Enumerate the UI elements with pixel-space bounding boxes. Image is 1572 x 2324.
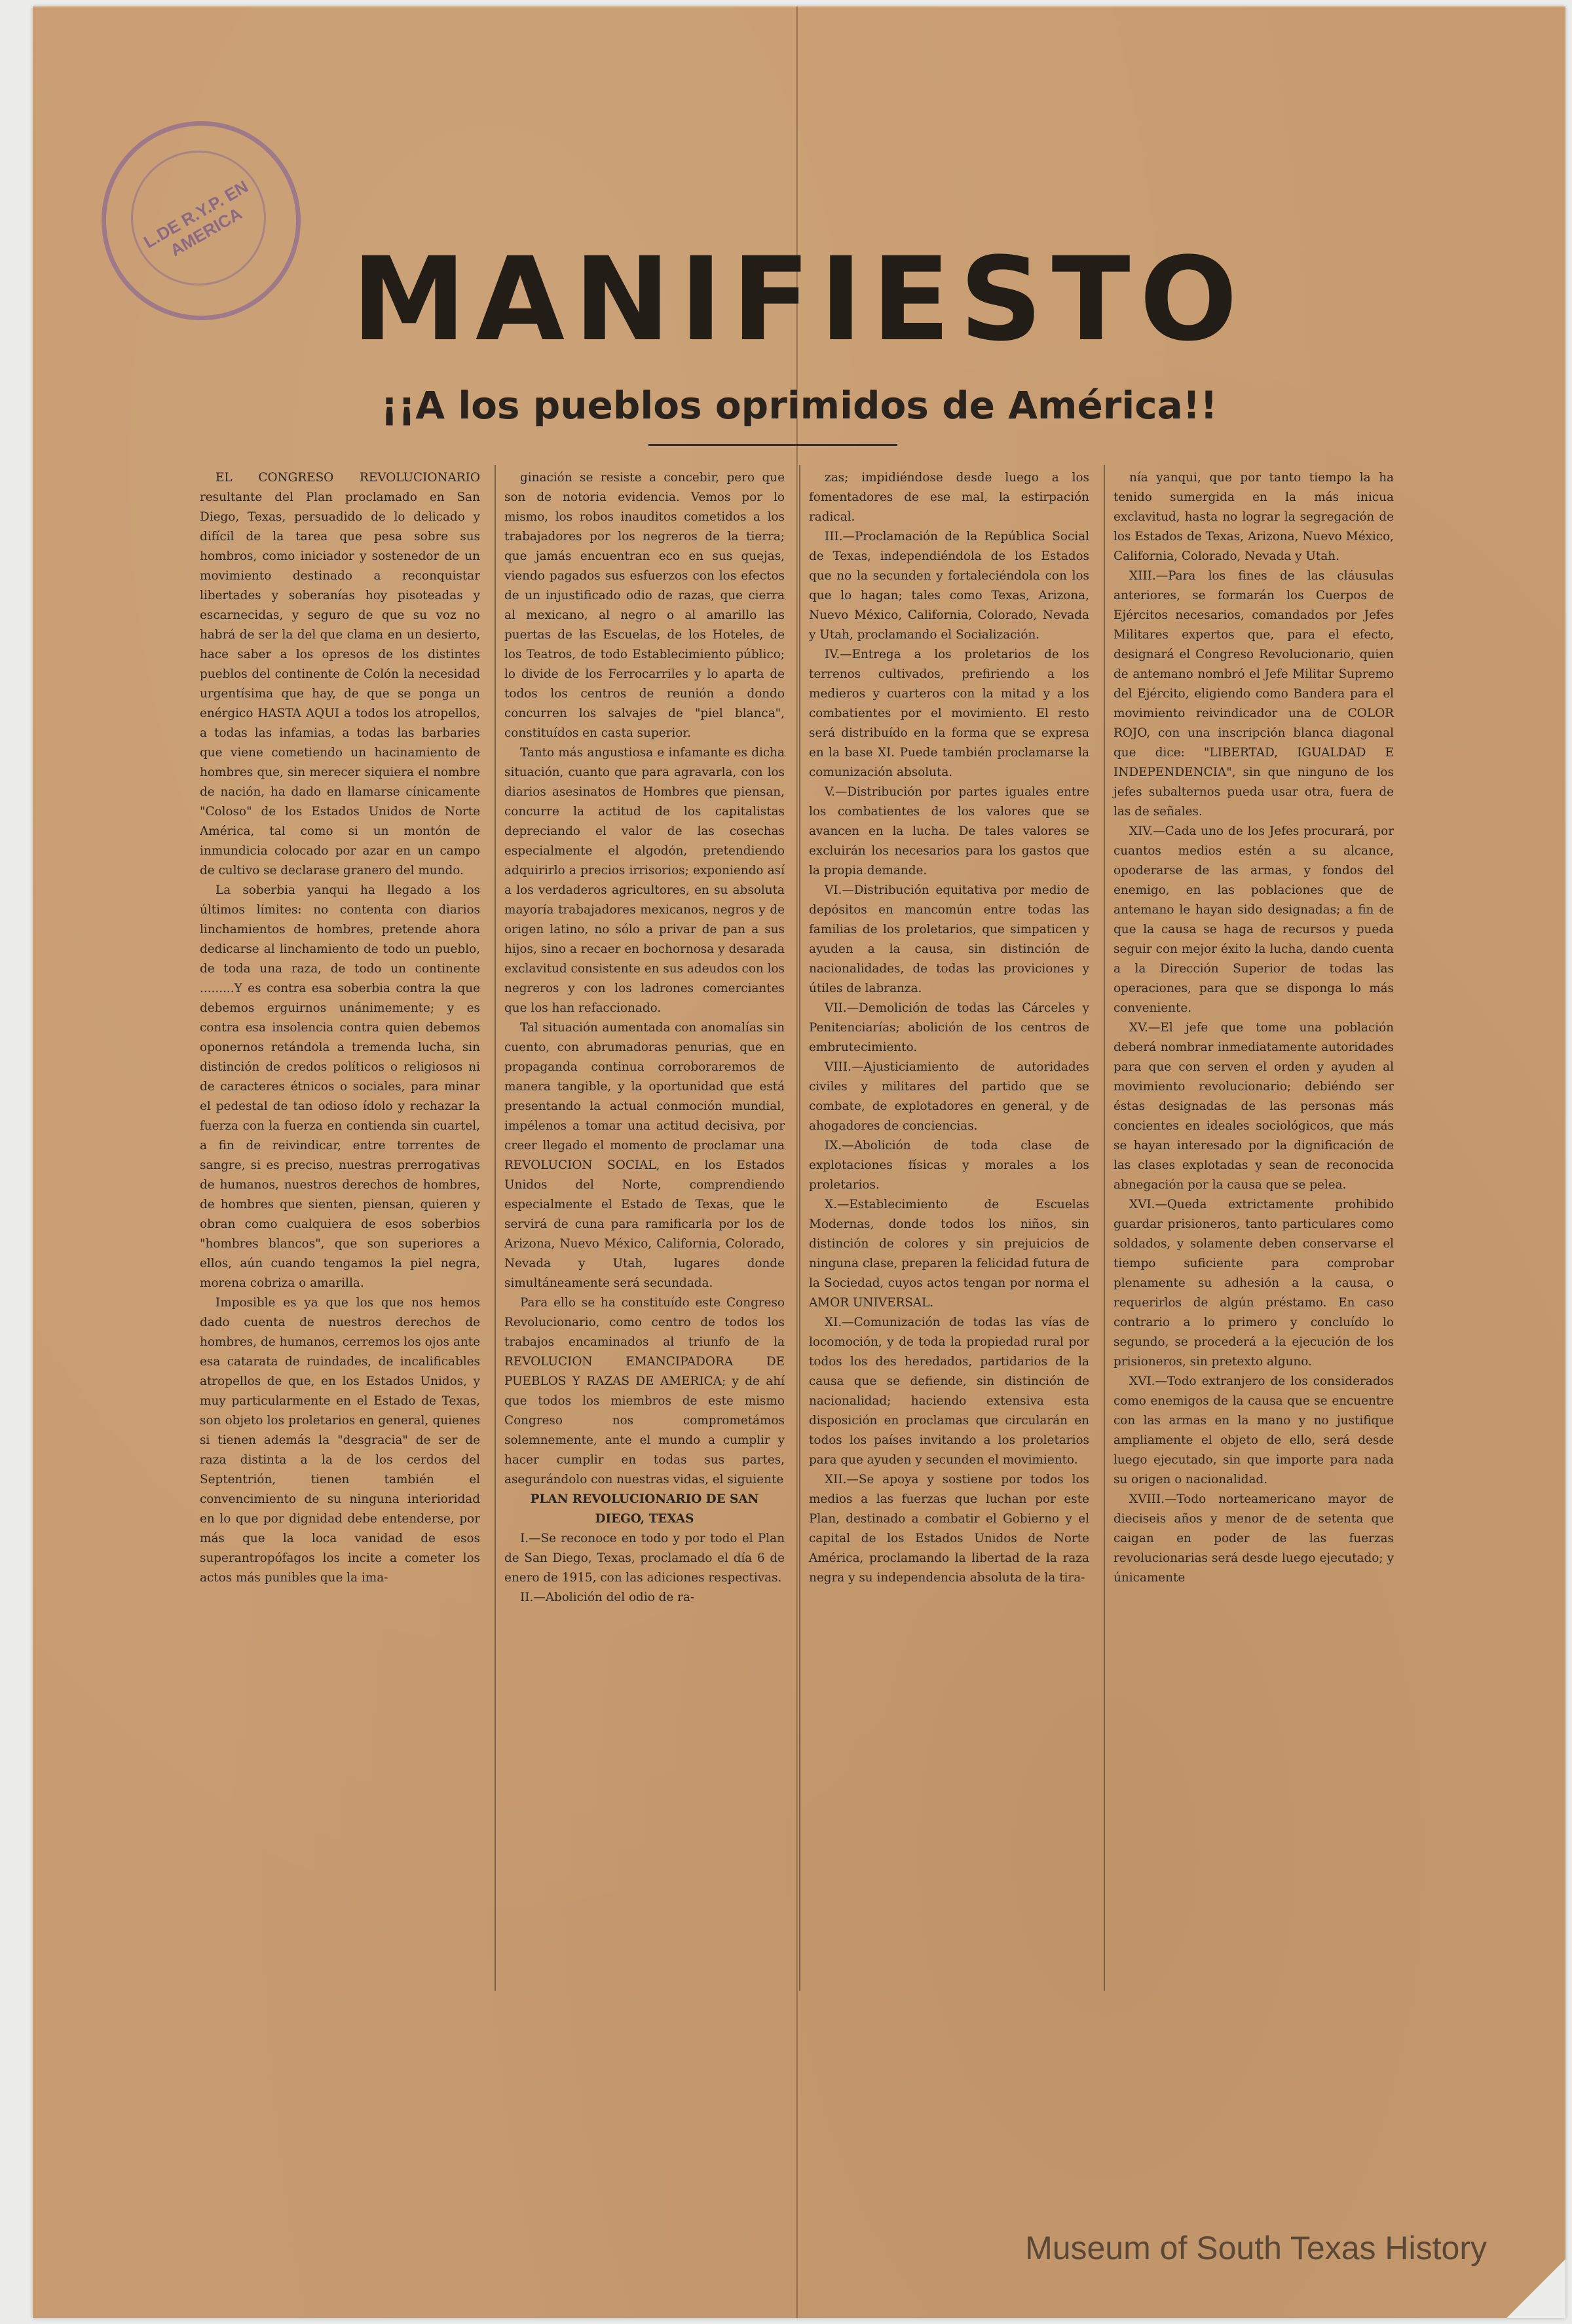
- paragraph: zas; impidiéndose desde luego a los fomentadores de ese mal, la estirpación radical.: [809, 471, 1089, 524]
- column-divider: [495, 465, 496, 1991]
- paragraph: VI.—Distribución equitativa por medio de depósitos en mancomún entre todas las familias de los proletarios, que simpaticen y ayuden a la causa, sin distinción de nacionalidades, de todas las proviciones y útiles de labranza.: [809, 883, 1089, 995]
- paragraph: Para ello se ha constituído este Congreso Revolucionario, como centro de todos los trabajos encaminados al triunfo de la REVOLUCION EMANCIPADORA DE PUEBLOS Y RAZAS DE AMERICA; y de ahí que todos los miembros de este mismo Congreso nos comprometámos solemnemente, ante el mundo a cumplir y hacer cumplir en todas sus partes, asegurándolo con nuestras vidas, el siguiente: [504, 1296, 785, 1486]
- paragraph: ginación se resiste a concebir, pero que son de notoria evidencia. Vemos por lo mismo, los robos inauditos cometidos a los trabajadores por los negreros de la tierra; que jamás encuentran eco en sus quejas, viendo pagados sus esfuerzos con los efectos de un injustificado odio de razas, que cierra al mexicano, al negro o al amarillo las puertas de las Escuelas, de los Hoteles, de los Teatros, de todo Establecimiento público; lo divide de los Ferrocarriles y lo aparta de todos los centros de reunión a dondo concurren los salvajes de "piel blanca", constituídos en casta superior.: [504, 471, 785, 740]
- paragraph: Tal situación aumentada con anomalías sin cuento, con abrumadoras penurias, que en propaganda continua corroboraremos de manera tangible, y la oportunidad que está presentando la actual conmoción mundial, impélenos a tomar una actitud decisiva, por creer llegado el momento de proclamar una REVOLUCION SOCIAL, en los Estados Unidos del Norte, comprendiendo especialmente el Estado de Texas, que le servirá de cuna para ramificarla por los de Arizona, Nuevo México, California, Colorado, Nevada y Utah, lugares donde simultáneamente será secundada.: [504, 1021, 785, 1290]
- paragraph: VIII.—Ajusticiamiento de autoridades civiles y militares del partido que se combate, de explotadores en general, y de ahogadores de conciencias.: [809, 1060, 1089, 1133]
- paragraph: IX.—Abolición de toda clase de explotaciones físicas y morales a los proletarios.: [809, 1139, 1089, 1192]
- paragraph: nía yanqui, que por tanto tiempo la ha tenido sumergida en la más inicua exclavitud, hasta no lograr la segregación de los Estados de Texas, Arizona, Nuevo México, California, Colorado, Nevada y Utah.: [1114, 471, 1394, 563]
- manifesto-sheet: [33, 7, 1565, 2318]
- paragraph: Imposible es ya que los que nos hemos dado cuenta de nuestros derechos de hombres, de humanos, cerremos los ojos ante esa catarata de ruindades, de incalificables atropellos de que, en los Estados Unidos, y muy particularmente en el Estado de Texas, son objeto los proletarios en general, quienes si tienen además la "desgracia" de ser de raza distinta a la de los cerdos del Septentrión, tienen también el convencimiento de su ninguna interioridad en lo que por dignidad debe entenderse, por más que la loca vanidad de esos superantropófagos los incite a cometer los actos más punibles que la ima-: [200, 1296, 480, 1585]
- document-subtitle: ¡¡A los pueblos oprimidos de América!!: [381, 383, 1218, 428]
- plan-heading: PLAN REVOLUCIONARIO DE SAN DIEGO, TEXAS: [530, 1492, 759, 1526]
- paragraph: Tanto más angustiosa e infamante es dicha situación, cuanto que para agravarla, con los diarios asesinatos de Hombres que piensan, concurre la actitud de los capitalistas depreciando el valor de las cosechas especialmente el algodón, pretendiendo adquirirlo a precios irrisorios; exponiendo así a los verdaderos agricultores, en su absoluta mayoría trabajadores mexicanos, negros y de origen latino, no sólo a privar de pan a sus hijos, sino a recaer en bochornosa y desarada exclavitud consistente en sus adeudos con los negreros y con los ladrones comerciantes que los han refaccionado.: [504, 746, 785, 1015]
- paragraph: XI.—Comunización de todas las vías de locomoción, y de toda la propiedad rural por todos los des heredados, partidarios de la causa que se defiende, sin distinción de nacionalidad; haciendo extensiva esta disposición en proclamas que circularán en todos los países invitando a los proletarios para que ayuden y secunden el movimiento.: [809, 1316, 1089, 1467]
- paragraph: XIV.—Cada uno de los Jefes procurará, por cuantos medios estén a su alcance, opoderarse de las armas, y fondos del enemigo, en las poblaciones que de antemano le hayan sido designadas; a fin de que la causa se haga de recursos y pueda seguir con mejor éxito la lucha, dando cuenta a la Dirección Superior de todas las operaciones, para que se disponga lo más conveniente.: [1114, 824, 1394, 1015]
- text-column-2: [504, 468, 785, 1608]
- text-column-1: [200, 468, 480, 1588]
- paragraph: EL CONGRESO REVOLUCIONARIO resultante del Plan proclamado en San Diego, Texas, persuadido de lo delicado y difícil de la tarea que pesa sobre sus hombros, como iniciador y sostenedor de un movimiento destinado a reconquistar libertades y soberanías hoy pisoteadas y escarnecidas, y seguro de que su voz no habrá de ser la del que clama en un desierto, hace saber a los opresos de los distintes pueblos del continente de Colón la necesidad urgentísima que hay, de que se ponga un enérgico HASTA AQUI a todos los atropellos, a todas las infamias, a todas las barbaries que viene cometiendo un hacinamiento de hombres que, sin merecer siquiera el nombre de nación, ha dado en llamarse cínicamente "Coloso" de los Estados Unidos de Norte América, tal como si un montón de inmundicia colocado por azar en un campo de cultivo se declarase granero del mundo.: [200, 471, 480, 877]
- paragraph: XII.—Se apoya y sostiene por todos los medios a las fuerzas que luchan por este Plan, destinado a combatir el Gobierno y el capital de los Estados Unidos de Norte América, proclamando la libertad de la raza negra y su independencia absoluta de la tira-: [809, 1473, 1089, 1585]
- subtitle-rule: [648, 444, 897, 446]
- paragraph: IV.—Entrega a los proletarios de los terrenos cultivados, prefiriendo a los medieros y cuarteros con la mitad y a los combatientes por el movimiento. El resto será distribuído en la forma que se expresa en la base XI. Puede también proclamarse la comunización absoluta.: [809, 648, 1089, 779]
- paragraph: III.—Proclamación de la República Social de Texas, independiéndola de los Estados que no la secunden y fortaleciéndola con los que lo hagan; tales como Texas, Arizona, Nuevo México, California, Colorado, Nevada y Utah, proclamando el Socialización.: [809, 530, 1089, 642]
- paragraph: X.—Establecimiento de Escuelas Modernas, donde todos los niños, sin distinción de colores y sin prejuicios de ninguna clase, preparen la felicidad futura de la Sociedad, cuyos actos tengan por norma el AMOR UNIVERSAL.: [809, 1198, 1089, 1310]
- ink-stamp-text: L.DE R.Y.P. EN AMERICA: [140, 176, 252, 261]
- text-column-4: [1114, 468, 1394, 1588]
- museum-credit-watermark: Museum of South Texas History: [1025, 2230, 1487, 2266]
- paragraph: V.—Distribución por partes iguales entre los combatientes de los valores que se avancen en la lucha. De tales valores se excluirán los necesarios para los gastos que la propia demande.: [809, 785, 1089, 877]
- paragraph: XVI.—Queda extrictamente prohibido guardar prisioneros, tanto particulares como soldados, y solamente deben conservarse el tiempo suficiente para comprobar plenamente su adhesión a la causa, o requerirlos de algún préstamo. En caso contrario a lo primero y concluído lo segundo, se procederá a la ejecución de los prisioneros, sin pretexto alguno.: [1114, 1198, 1394, 1369]
- paragraph: La soberbia yanqui ha llegado a los últimos límites: no contenta con diarios linchamientos de hombres, pretende ahora dedicarse al linchamiento de todo un pueblo, de toda una raza, de todo un continente .........Y es contra esa soberbia contra la que debemos erguirnos unánimemente; y es contra esa insolencia contra quien debemos oponernos retándola a tremenda lucha, sin distinción de credos políticos o religiosos ni de caracteres étnicos o sociales, para minar el pedestal de tan odioso ídolo y rechazar la fuerza con la fuerza en contienda sin cuartel, a fin de reivindicar, entre torrentes de sangre, si es preciso, nuestras prerrogativas de humanos, nuestros derechos de hombres, de hombres que sienten, piensan, quieren y obran como cualquiera de esos soberbios "hombres blancos", que son superiores a ellos, aún cuando tengamos la piel negra, morena cobriza o amarilla.: [200, 883, 480, 1290]
- paragraph: XV.—El jefe que tome una población deberá nombrar inmediatamente autoridades para que con serven el orden y ayuden al movimiento revolucionario; debiéndo ser éstas designadas de las personas más concientes en ideales sociológicos, que más se hayan interesado por la dignificación de las clases explotadas y sean de reconocida abnegación por la causa que se pelea.: [1114, 1021, 1394, 1192]
- paragraph: XVI.—Todo extranjero de los considerados como enemigos de la causa que se encuentre con las armas en la mano y no justifique ampliamente el objeto de ello, será desde luego ejecutado, sin que importe para nada su origen o nacionalidad.: [1114, 1374, 1394, 1486]
- paragraph: XIII.—Para los fines de las cláusulas anteriores, se formarán los Cuerpos de Ejércitos necesarios, comandados por Jefes Militares expertos que, para el efecto, designará el Congreso Revolucionario, quien de antemano nombró el Jefe Militar Supremo del Ejército, eligiendo como Bandera para el movimiento reivindicador una de COLOR ROJO, con una inscripción blanca diagonal que dice: "LIBERTAD, IGUALDAD E INDEPENDENCIA", sin que ninguno de los jefes subalternos pueda usar otra, fuera de las de señales.: [1114, 569, 1394, 819]
- paragraph: II.—Abolición del odio de ra-: [520, 1591, 695, 1604]
- document-title: MANIFIESTO: [351, 232, 1247, 367]
- paragraph: I.—Se reconoce en todo y por todo el Plan de San Diego, Texas, proclamado el día 6 de enero de 1915, con las adiciones respectivas.: [504, 1532, 785, 1585]
- column-divider: [799, 465, 800, 1991]
- text-column-3: [809, 468, 1089, 1588]
- column-divider: [1104, 465, 1105, 1991]
- paragraph: VII.—Demolición de todas las Cárceles y Penitenciarías; abolición de los centros de embrutecimiento.: [809, 1001, 1089, 1054]
- paragraph: XVIII.—Todo norteamericano mayor de dieciseis años y menor de de setenta que caigan en poder de las fuerzas revolucionarias será desde luego ejecutado; y únicamente: [1114, 1492, 1394, 1585]
